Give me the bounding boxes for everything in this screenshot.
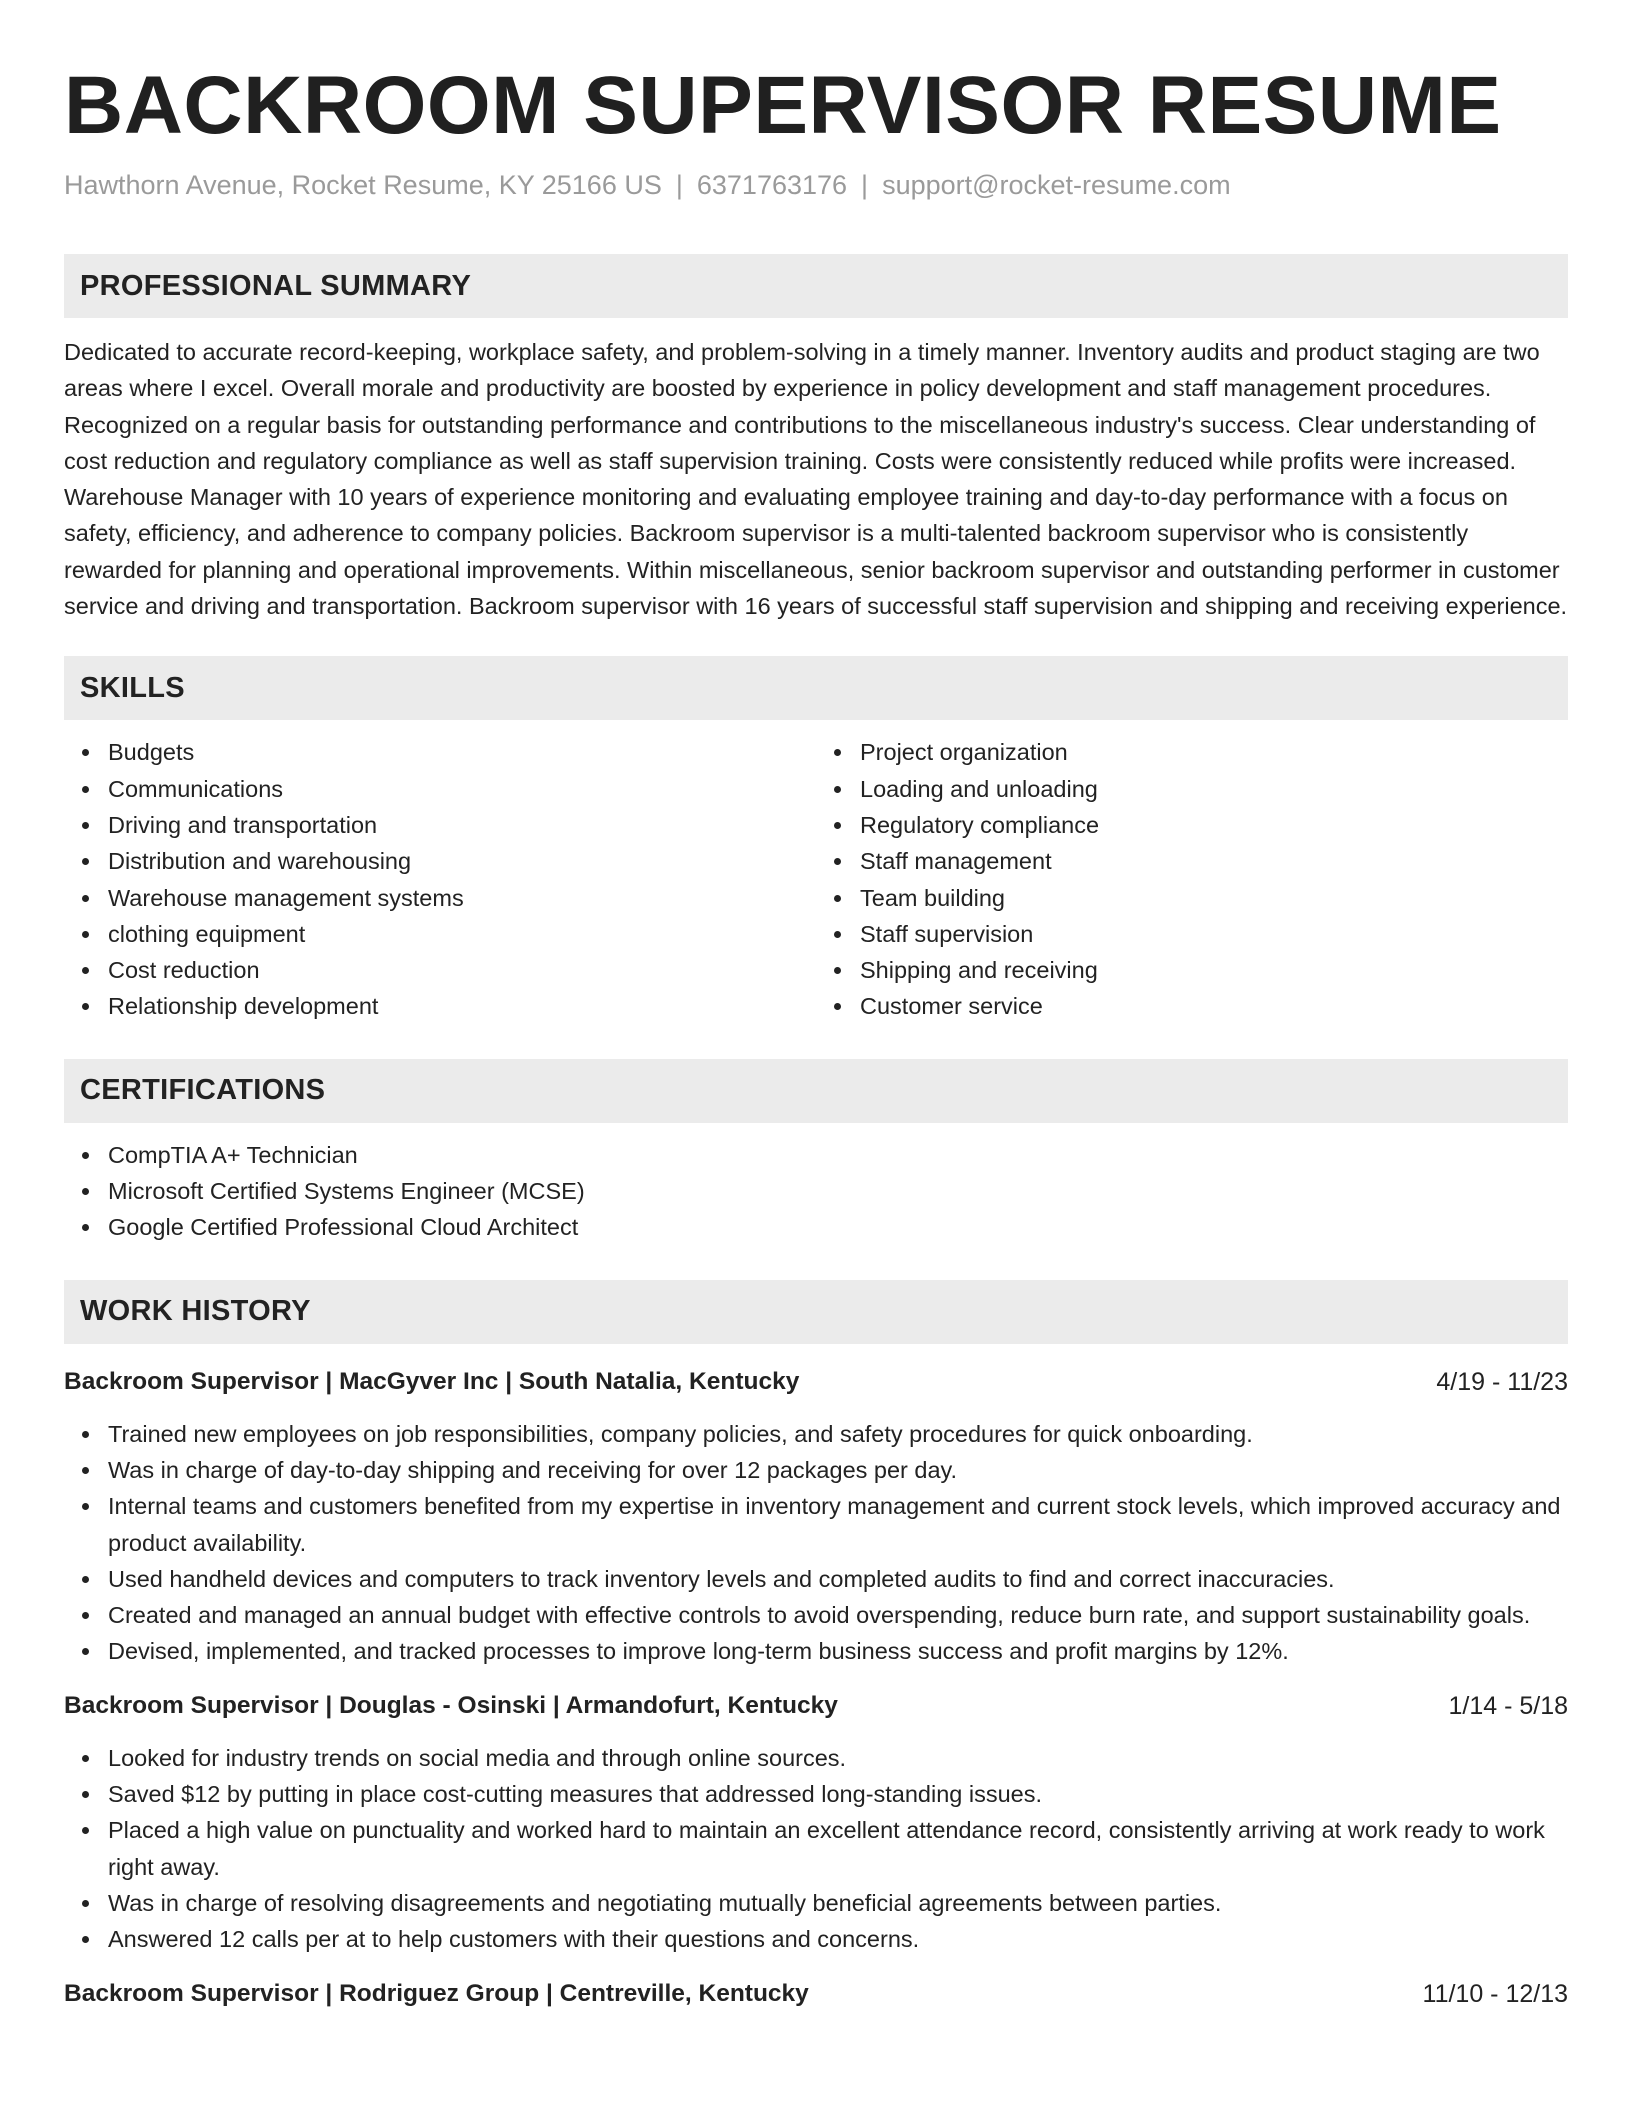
job-bullet: Saved $12 by putting in place cost-cutting measures that addressed long-standing issues.: [108, 1776, 1568, 1812]
skills-section-header: SKILLS: [64, 656, 1568, 720]
job-header: [64, 1364, 1568, 1400]
certifications-section-header: CERTIFICATIONS: [64, 1059, 1568, 1123]
job-bullet: Was in charge of resolving disagreements and negotiating mutually beneficial agreements between parties.: [108, 1885, 1568, 1921]
skill-item: Relationship development: [108, 988, 816, 1024]
skill-item: Communications: [108, 771, 816, 807]
job-header: [64, 1976, 1568, 2012]
contact-address: Hawthorn Avenue, Rocket Resume, KY 25166 US: [64, 170, 662, 200]
contact-phone: 6371763176: [696, 170, 848, 200]
skills-column-right: [816, 734, 1568, 1024]
work-history-section-header: WORK HISTORY: [64, 1280, 1568, 1344]
certification-item: CompTIA A+ Technician: [108, 1137, 1568, 1173]
skill-item: Customer service: [860, 988, 1568, 1024]
skill-item: Driving and transportation: [108, 807, 816, 843]
job-title: Backroom Supervisor | Douglas - Osinski | Armandofurt, Kentucky: [64, 1691, 838, 1719]
job-title: Backroom Supervisor | Rodriguez Group | Centreville, Kentucky: [64, 1979, 809, 2007]
job-bullet: Answered 12 calls per at to help customers with their questions and concerns.: [108, 1921, 1568, 1957]
skill-item: Loading and unloading: [860, 771, 1568, 807]
skills-column-left: [64, 734, 816, 1024]
skill-item: Cost reduction: [108, 952, 816, 988]
skill-item: Warehouse management systems: [108, 880, 816, 916]
job-bullet: Internal teams and customers benefited from my expertise in inventory management and current stock levels, which improved accuracy and product availability.: [108, 1488, 1568, 1561]
contact-separator: |: [861, 170, 869, 200]
job-bullet: Was in charge of day-to-day shipping and receiving for over 12 packages per day.: [108, 1452, 1568, 1488]
skill-item: Shipping and receiving: [860, 952, 1568, 988]
skills-list: [64, 734, 1568, 1024]
skill-item: Staff supervision: [860, 916, 1568, 952]
job-dates: 11/10 - 12/13: [1422, 1979, 1568, 2008]
contact-line: [64, 168, 1568, 202]
job-title: Backroom Supervisor | MacGyver Inc | South Natalia, Kentucky: [64, 1367, 800, 1395]
job-dates: 4/19 - 11/23: [1436, 1367, 1568, 1396]
skill-item: clothing equipment: [108, 916, 816, 952]
job-bullet: Created and managed an annual budget with effective controls to avoid overspending, reduce burn rate, and support sustainability goals.: [108, 1597, 1568, 1633]
skill-item: Staff management: [860, 843, 1568, 879]
job-bullet: Trained new employees on job responsibilities, company policies, and safety procedures for quick onboarding.: [108, 1416, 1568, 1452]
job-bullet: Used handheld devices and computers to track inventory levels and completed audits to find and correct inaccuracies.: [108, 1561, 1568, 1597]
certification-item: Microsoft Certified Systems Engineer (MCSE): [108, 1173, 1568, 1209]
summary-section-header: PROFESSIONAL SUMMARY: [64, 254, 1568, 318]
job-header: [64, 1688, 1568, 1724]
certifications-list: [64, 1137, 1568, 1246]
skill-item: Team building: [860, 880, 1568, 916]
job-bullets: [64, 1416, 1568, 1670]
job-dates: 1/14 - 5/18: [1448, 1691, 1568, 1720]
skill-item: Project organization: [860, 734, 1568, 770]
contact-email: support@rocket-resume.com: [882, 170, 1231, 200]
skill-item: Distribution and warehousing: [108, 843, 816, 879]
contact-separator: |: [675, 170, 683, 200]
resume-title: BACKROOM SUPERVISOR RESUME: [64, 60, 1502, 151]
job-bullet: Placed a high value on punctuality and worked hard to maintain an excellent attendance record, consistently arriving at work ready to work right away.: [108, 1812, 1568, 1885]
job-bullets: [64, 1740, 1568, 1958]
job-entry: [64, 1364, 1568, 1670]
skill-item: Budgets: [108, 734, 816, 770]
job-bullet: Looked for industry trends on social media and through online sources.: [108, 1740, 1568, 1776]
skill-item: Regulatory compliance: [860, 807, 1568, 843]
certification-item: Google Certified Professional Cloud Architect: [108, 1209, 1568, 1245]
summary-text: Dedicated to accurate record-keeping, workplace safety, and problem-solving in a timely manner. Inventory audits and product staging are two areas where I excel. Overall morale and productivity are boosted by experience in policy development and staff management procedures. Recognized on a regular basis for outstanding performance and contributions to the miscellaneous industry's success. Clear understanding of cost reduction and regulatory compliance as well as staff supervision training. Costs were consistently reduced while profits were increased. Warehouse Manager with 10 years of experience monitoring and evaluating employee training and day-to-day performance with a focus on safety, efficiency, and adherence to company policies. Backroom supervisor is a multi-talented backroom supervisor who is consistently rewarded for planning and operational improvements. Within miscellaneous, senior backroom supervisor and outstanding performer in customer service and driving and transportation. Backroom supervisor with 16 years of successful staff supervision and shipping and receiving experience.: [64, 339, 1568, 620]
job-entry: [64, 1688, 1568, 1958]
job-entry: [64, 1976, 1568, 2012]
job-bullet: Devised, implemented, and tracked processes to improve long-term business success and profit margins by 12%.: [108, 1633, 1568, 1669]
